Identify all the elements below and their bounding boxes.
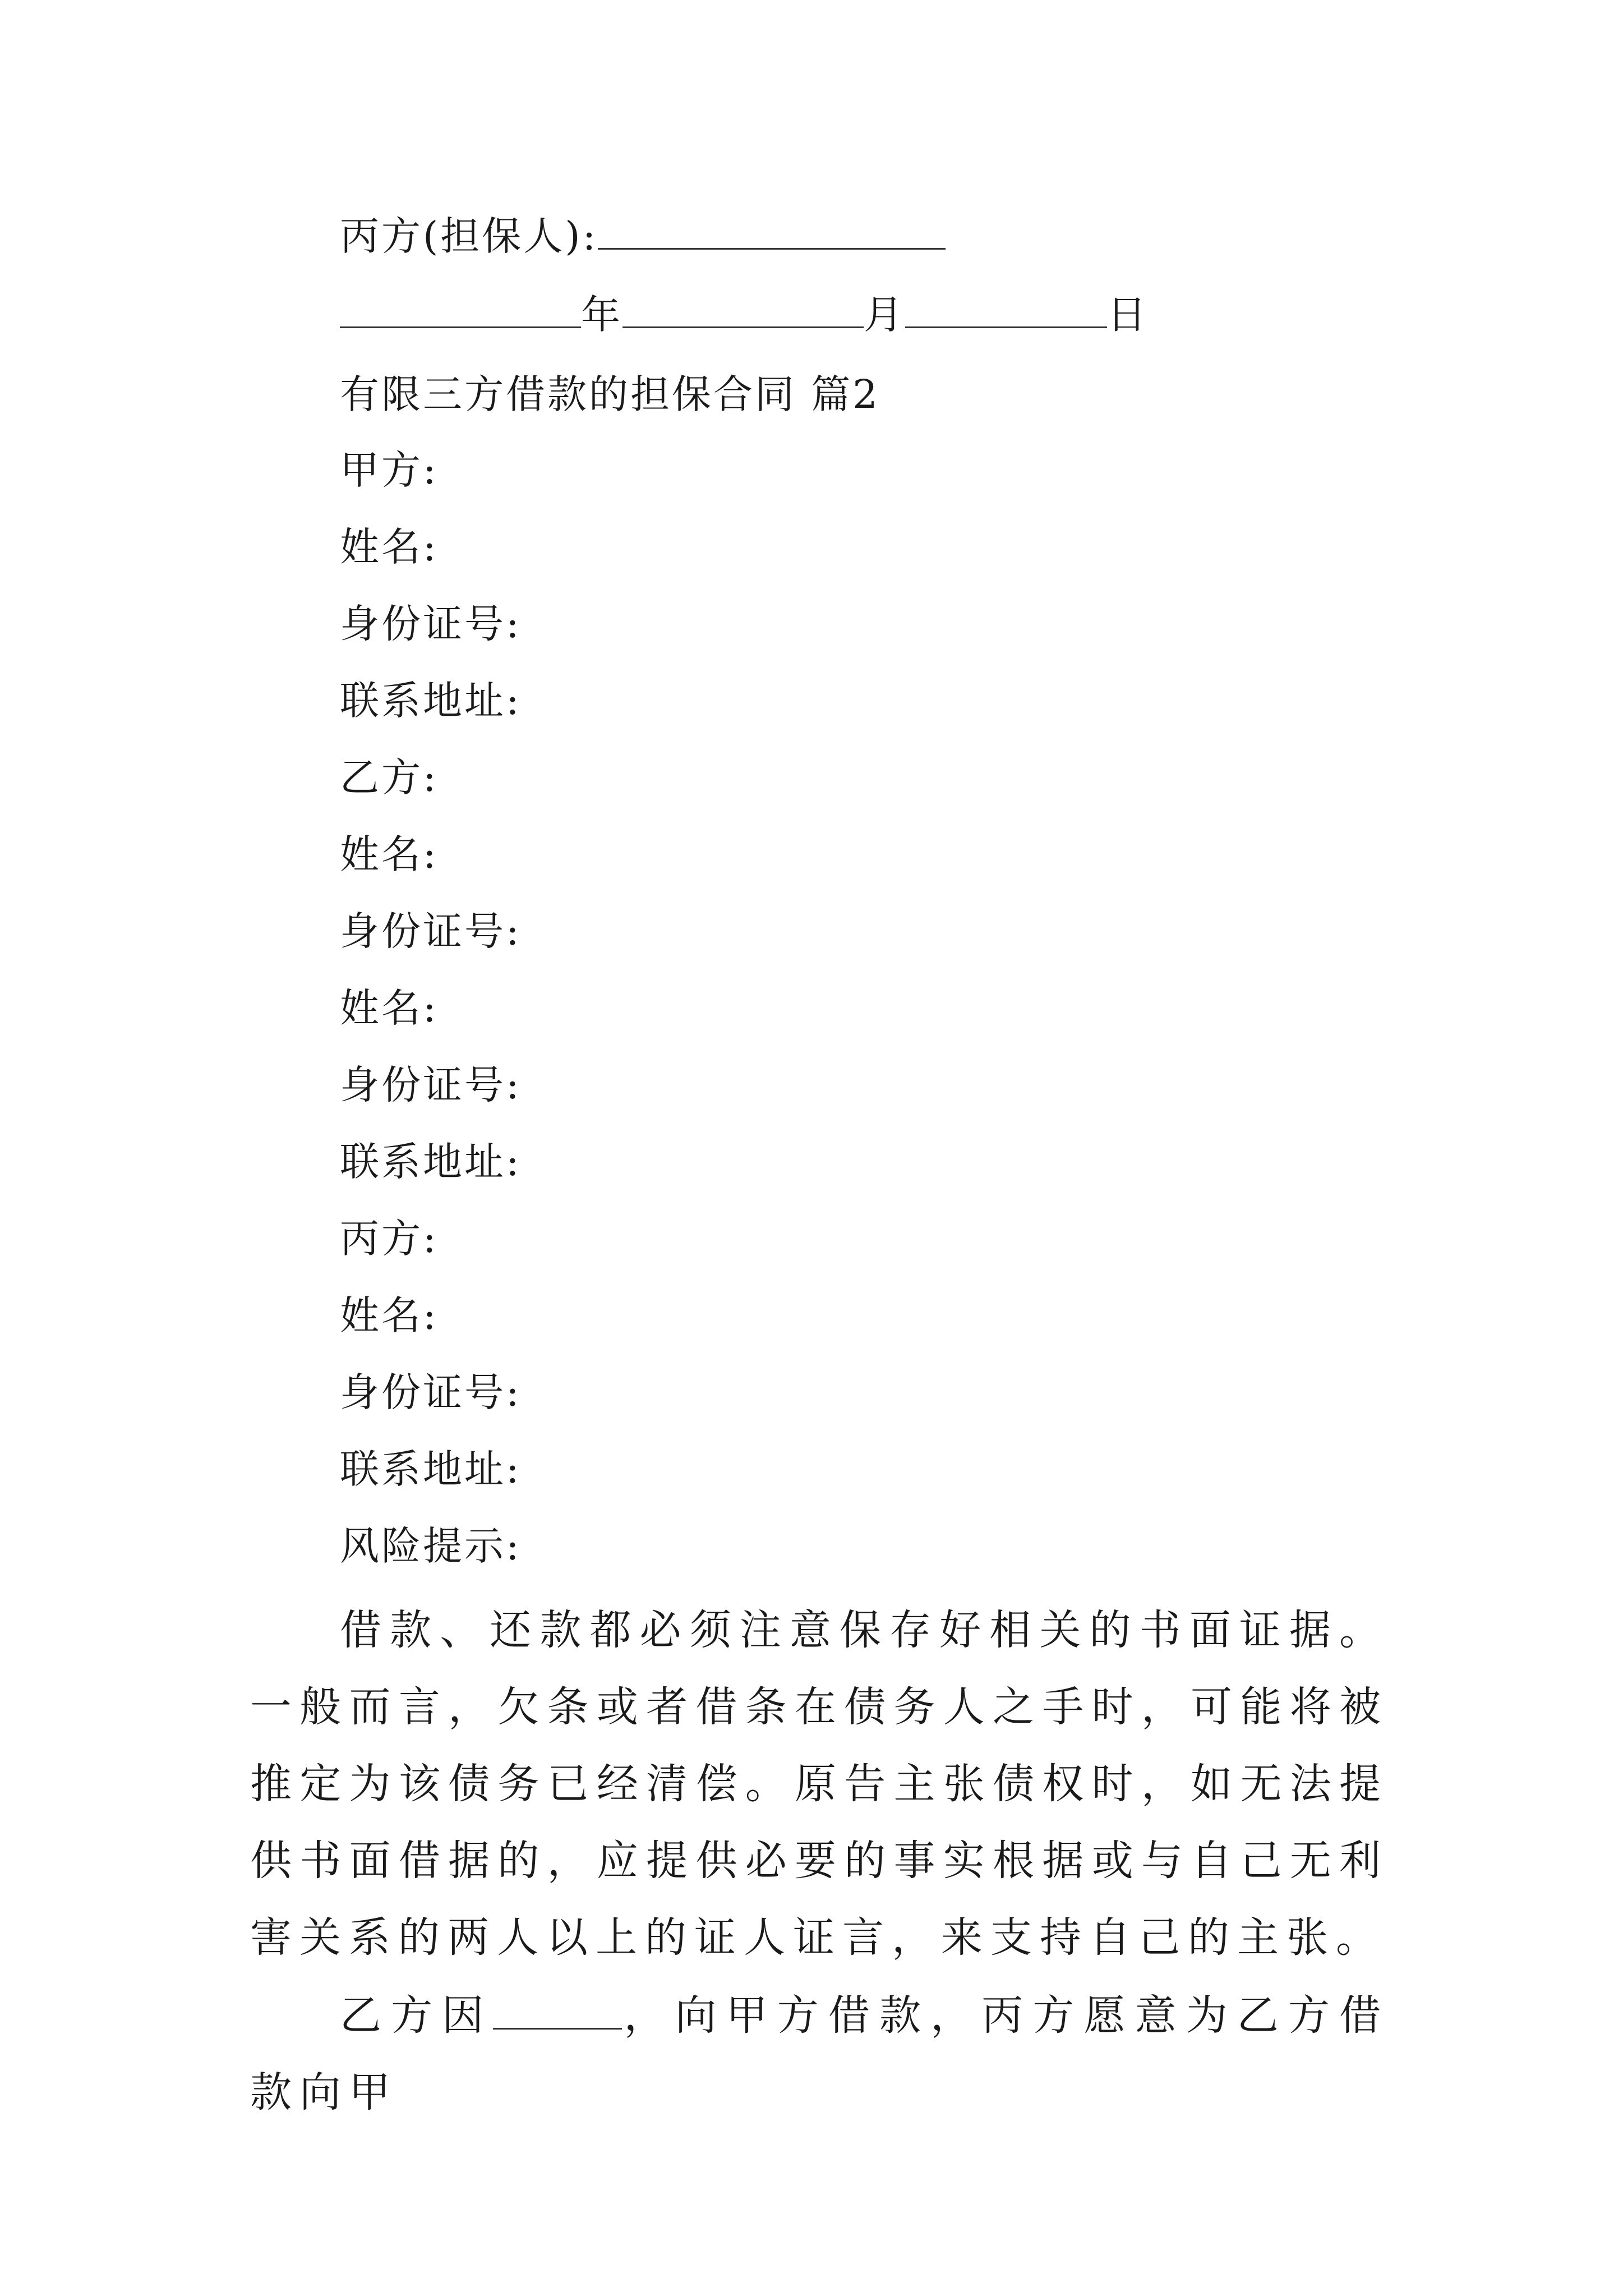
field-risk-notice: 风险提示: xyxy=(340,1523,522,1569)
field-name: 姓名: xyxy=(340,831,439,877)
field-id-number: 身份证号: xyxy=(340,1062,522,1108)
field-id-number: 身份证号: xyxy=(340,601,522,647)
risk-paragraph: 借款、还款都必须注意保存好相关的书面证据。一般而言，欠条或者借条在债务人之手时，可能将被推定为该债务已经清偿。原告主张债权时，如无法提供书面借据的，应提供必要的事实根据或与自己无利害关系的两人以上的证人证言，来支持自己的主张。 xyxy=(250,1606,1389,1962)
loan-reason-blank xyxy=(493,1994,622,2030)
date-line xyxy=(340,291,1149,339)
field-party-a: 甲方: xyxy=(340,447,439,493)
guarantor-blank xyxy=(598,214,946,250)
date-year: 年 xyxy=(581,292,623,338)
field-party-b: 乙方: xyxy=(340,754,439,800)
field-address: 联系地址: xyxy=(340,678,522,724)
field-id-number: 身份证号: xyxy=(340,908,522,954)
guarantor-line xyxy=(340,212,946,260)
field-id-number: 身份证号: xyxy=(340,1369,522,1415)
field-name: 姓名: xyxy=(340,1292,439,1338)
year-blank xyxy=(340,293,581,328)
loan-paragraph xyxy=(250,1977,1389,2131)
loan-suffix: ，向甲方借款，丙方愿意为乙方借款向甲 xyxy=(250,1991,1389,2116)
field-address: 联系地址: xyxy=(340,1139,522,1185)
loan-prefix: 乙方因 xyxy=(340,1991,494,2040)
field-name: 姓名: xyxy=(340,524,439,570)
section-title: 有限三方借款的担保合同 篇2 xyxy=(340,371,880,417)
date-month: 月 xyxy=(864,292,905,338)
day-blank xyxy=(905,293,1107,328)
field-name: 姓名: xyxy=(340,985,439,1031)
month-blank xyxy=(623,293,864,328)
date-day: 日 xyxy=(1107,292,1149,338)
guarantor-label: 丙方(担保人): xyxy=(340,213,598,259)
field-address: 联系地址: xyxy=(340,1446,522,1492)
field-party-c: 丙方: xyxy=(340,1216,439,1262)
